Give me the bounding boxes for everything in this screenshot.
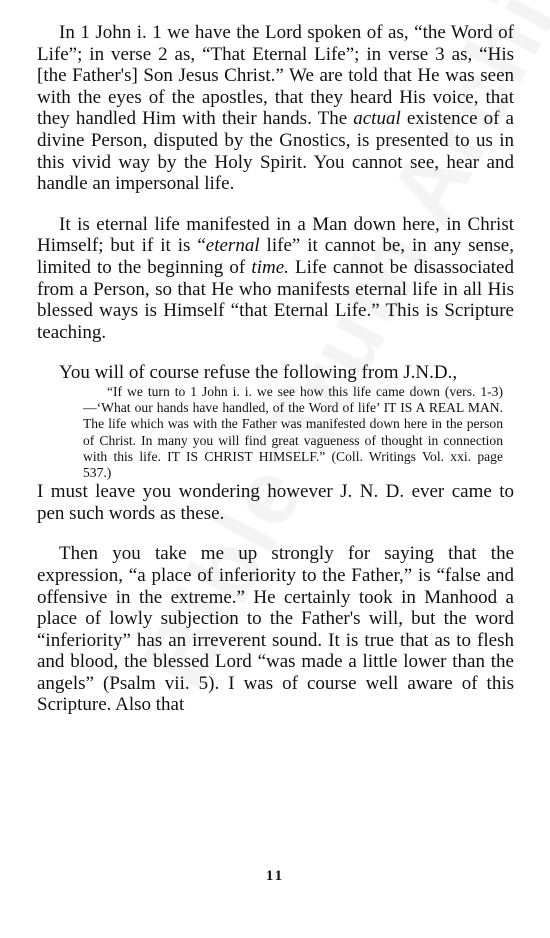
document-page	[37, 22, 514, 716]
paragraph-final: Then you take me up strongly for saying that the expression, “a place of inferiority to the Father,” is “false and offensive in the extreme.” He certainly took in Manhood a place of lowly subjection to the Father's will, but the word “inferiority” has an irreverent sound. It is true that as to flesh and blood, the blessed Lord “was made a little lower than the angels” (Psalm vii. 5). I was of course well aware of this Scripture. Also that	[37, 543, 514, 716]
paragraph-3	[37, 362, 514, 384]
page-number: 11	[265, 868, 285, 884]
text-run: It is eternal life manifested in a Man down here, in Christ Himself; but if it is “	[37, 213, 514, 257]
italic-run: actual	[353, 108, 401, 130]
text-run: In 1 John i. 1 we have the Lord spoken of as, “the Word of Life”; in verse 2 as, “That Eternal Life”; in verse 3 as, “His [the Father's] Son Jesus Christ.” We are told that He was seen with the eyes of the apostles, that they heard His voice, that they handled Him with their hands. The	[37, 22, 514, 130]
paragraph-2	[37, 214, 514, 344]
italic-run: time.	[251, 256, 289, 278]
paragraph-after-quote: I must leave you wondering however J. N. D. ever came to pen such words as these.	[37, 481, 514, 524]
text-run: life” it cannot be, in any sense, limited to the beginning of	[37, 235, 514, 278]
text-run: existence of a divine Person, disputed by the Gnostics, is presented to us in this vivid way by the Holy Spirit. You cannot see, hear and handle an impersonal life.	[37, 108, 514, 195]
text-run: You will of course refuse the following from J.N.D.,	[59, 362, 458, 384]
paragraph-1	[37, 22, 514, 195]
block-quote: “If we turn to 1 John i. i. we see how this life came down (vers. 1-3)—‘What our hands have handled, of the Word of life’ IT IS A REAL MAN. The life which was with the Father was manifested down here in the person of Christ. In many you will find great vagueness of thought in connection with this life. IT IS CHRIST HIMSELF.” (Coll. Writings Vol. xxi. page 537.)	[83, 383, 503, 480]
text-run: Life cannot be disassociated from a Person, so that He who manifests eternal life in all His blessed ways is Himself “that Eternal Life.” This is Scripture teaching.	[37, 256, 514, 343]
italic-run: eternal	[205, 235, 260, 257]
